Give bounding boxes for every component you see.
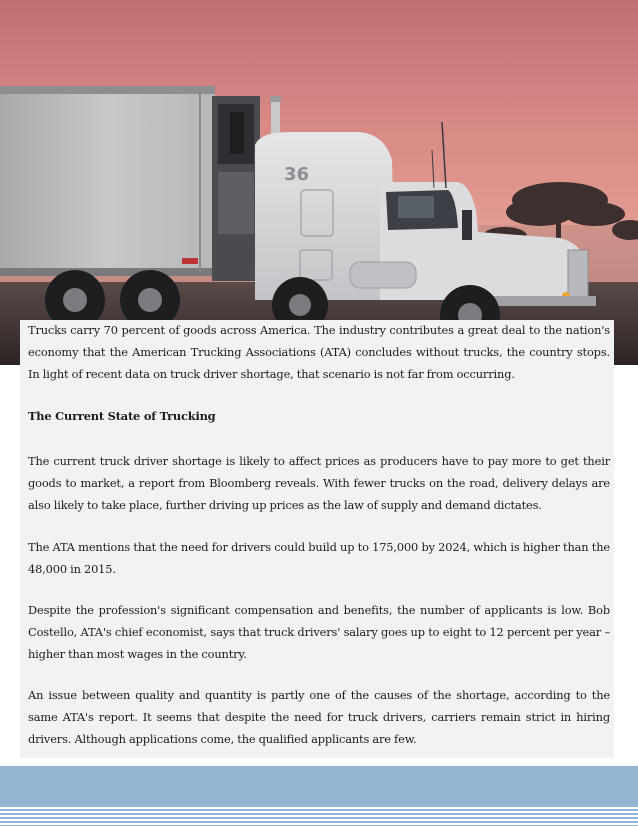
article-paragraph: The current truck driver shortage is likely to affect prices as producers have to pay more to get their goods to market, a report from Bloomberg reveals. With fewer trucks on the road, delivery delays are also likely to take place, further driving up prices as the law of supply and demand dictates. (28, 454, 610, 512)
footer-band (0, 766, 638, 807)
article-paragraph: An issue between quality and quantity is partly one of the causes of the shortage, according to the same ATA's report. It seems that despite the need for truck drivers, carriers remain strict in hiring drivers. Although applications come, the qualified applicants are few. (28, 688, 610, 746)
article-paragraph: Despite the profession's significant compensation and benefits, the number of applicants is low. Bob Costello, ATA's chief economist, says that truck drivers' salary goes up to eight to 12 percent per year – higher than most wages in the country. (28, 603, 610, 661)
truck-unit-number: 36 (284, 164, 310, 185)
article-intro-paragraph: Trucks carry 70 percent of goods across America. The industry contributes a great deal to the nation's economy that the American Trucking Associations (ATA) concludes without trucks, the country stops. In light of recent data on truck driver shortage, that scenario is not far from occurring. (28, 323, 610, 381)
footer-stripes (0, 807, 638, 826)
hero-truck-photo (0, 0, 638, 365)
section-heading: The Current State of Trucking (28, 409, 216, 423)
article-paragraph: The ATA mentions that the need for drivers could build up to 175,000 by 2024, which is higher than the 48,000 in 2015. (28, 540, 610, 576)
